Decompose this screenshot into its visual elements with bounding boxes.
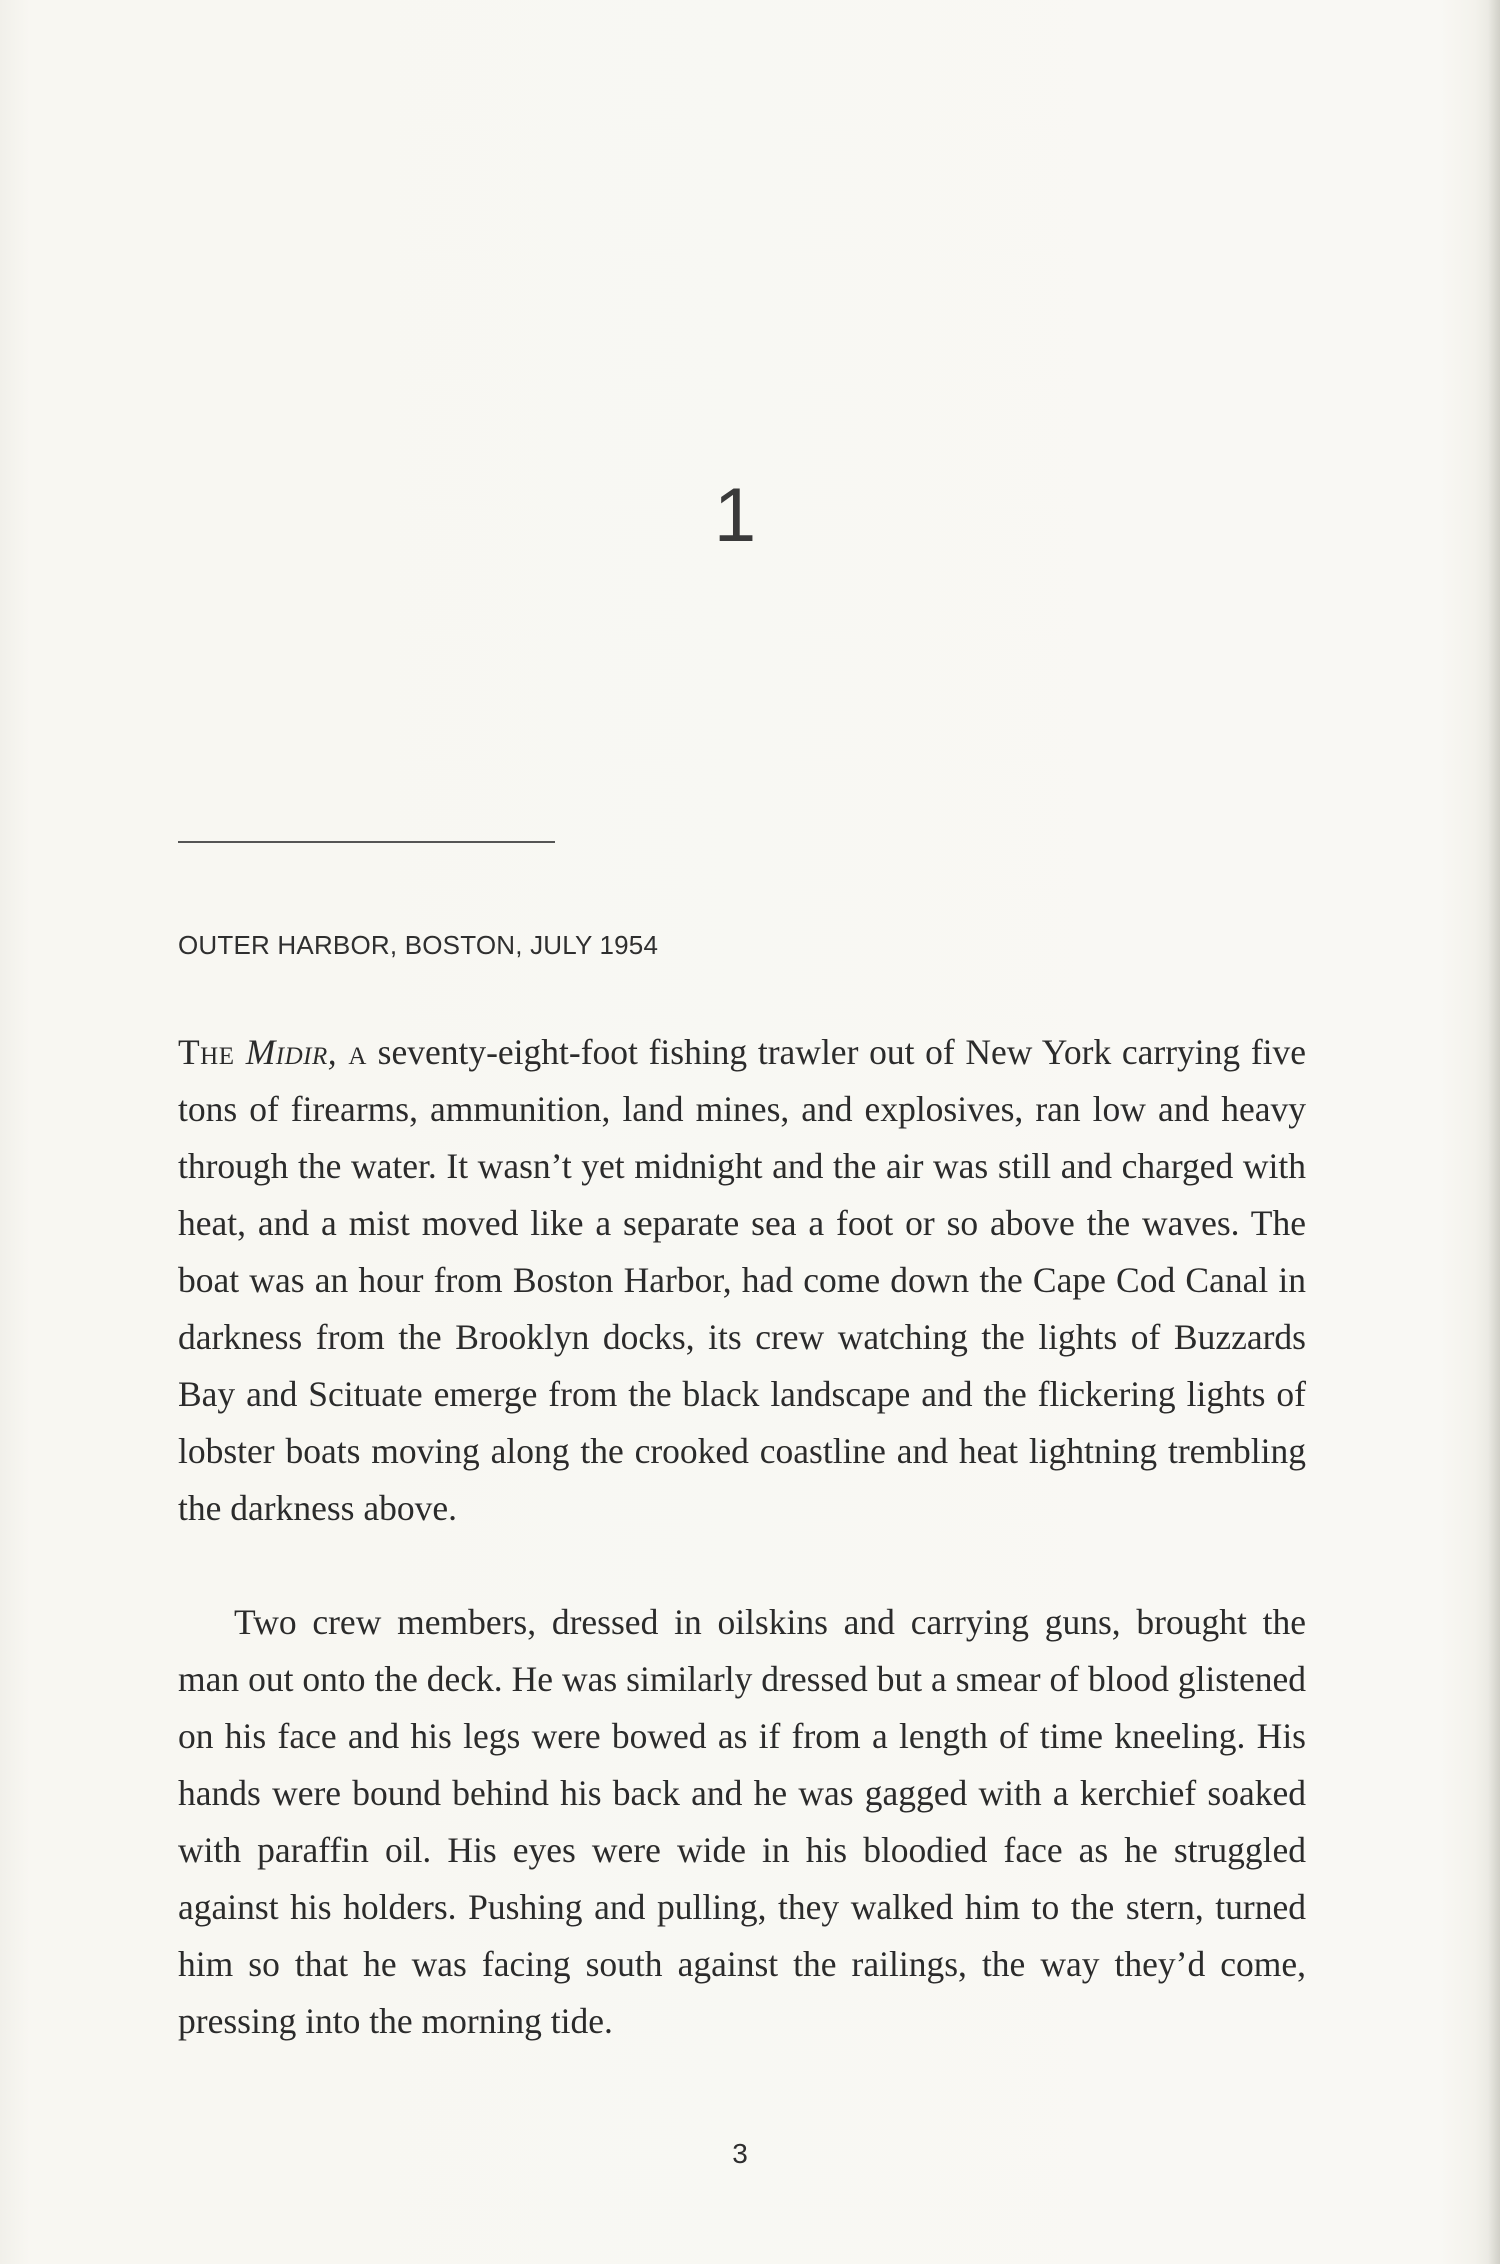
lead-tail: a bbox=[348, 1032, 367, 1072]
paragraph-1 bbox=[178, 1024, 1306, 1537]
page-edge-shadow bbox=[1488, 0, 1500, 2264]
paragraph-1-text: seventy-eight-foot fishing trawler out of New York carrying five tons of firearms, ammunition, land mines, and explosives, ran low and heavy through the water. It wasn’t yet midnight and the air was still and charged with heat, and a mist moved like a separate sea a foot or so above the waves. The boat was an hour from Boston Harbor, had come down the Cape Cod Canal in darkness from the Brooklyn docks, its crew watching the lights of Buzzards Bay and Scituate emerge from the black landscape and the flickering lights of lobster boats moving along the crooked coastline and heat lightning trembling the darkness above. bbox=[178, 1032, 1307, 1528]
paragraph-lead-in bbox=[178, 1032, 367, 1072]
chapter-number: 1 bbox=[713, 473, 757, 558]
chapter-location-heading: OUTER HARBOR, BOSTON, JULY 1954 bbox=[178, 930, 659, 960]
page-number: 3 bbox=[732, 2138, 748, 2169]
paragraph-2-text: Two crew members, dressed in oilskins and carrying guns, brought the man out onto the deck. He was similarly dressed but a smear of blood glistened on his face and his legs were bowed as if from a length of time kneeling. His hands were bound behind his back and he was gagged with a kerchief soaked with paraffin oil. His eyes were wide in his bloodied face as he struggled against his holders. Pushing and pulling, they walked him to the stern, turned him so that he was facing south against the railings, the way they’d come, pressing into the morning tide. bbox=[178, 1602, 1306, 2041]
vessel-name: Midir, bbox=[245, 1032, 338, 1072]
chapter-divider-rule bbox=[178, 841, 555, 843]
lead-word: The bbox=[178, 1032, 235, 1072]
paragraph-2 bbox=[178, 1594, 1306, 2050]
